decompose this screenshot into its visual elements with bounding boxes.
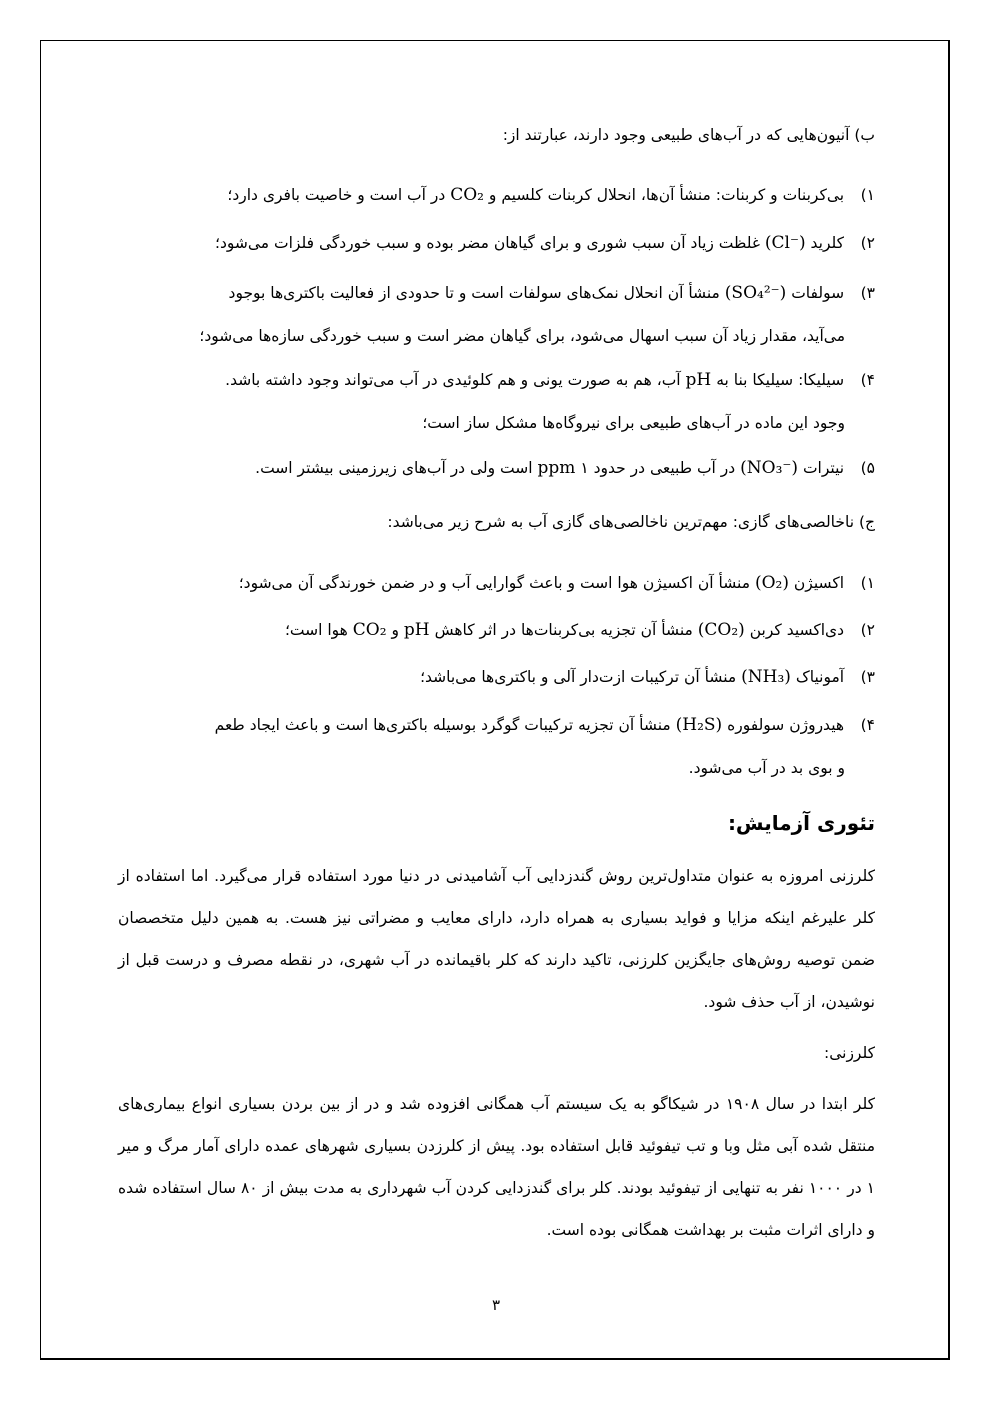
- list-item: [225, 370, 875, 390]
- list-item: [215, 715, 875, 735]
- section-heading: تئوری آزمایش:: [727, 811, 875, 835]
- item-text: دی‌اکسید کربن: [749, 621, 845, 639]
- section-c-title: ج) ناخالصی‌های گازی: مهم‌ترین ناخالصی‌های گازی آب به شرح زیر می‌باشد:: [387, 513, 875, 531]
- item-text: غلظت زیاد آن سبب شوری و برای گیاهان مضر بوده و سبب خوردگی فلزات می‌شود؛: [215, 234, 760, 252]
- item-number: ۲): [860, 234, 875, 252]
- item-text: هیدروژن سولفوره: [727, 716, 845, 734]
- item-text: منشأ آن تجزیه ترکیبات گوگرد بوسیله باکتری‌ها است و باعث ایجاد طعم: [214, 716, 671, 734]
- item-number: ۴): [860, 371, 875, 389]
- page-number: ۳: [491, 1296, 501, 1314]
- item-text: کلرید: [810, 234, 845, 252]
- item-text: اکسیژن: [793, 574, 845, 592]
- chemical-formula: CO₂: [450, 185, 484, 205]
- item-text: منشأ آن تجزیه بی‌کربنات‌ها در اثر کاهش: [434, 621, 693, 639]
- item-text: بی‌کربنات و کربنات: منشأ آن‌ها، انحلال کربنات کلسیم و: [488, 186, 845, 204]
- item-number: ۱): [860, 186, 875, 204]
- list-item: [227, 185, 875, 205]
- item-text: آمونیاک: [795, 668, 845, 686]
- chemical-formula: (SO₄²⁻): [724, 283, 787, 303]
- subsection-label: کلرزنی:: [823, 1044, 875, 1062]
- list-item-continuation: وجود این ماده در آب‌های طبیعی برای نیروگاه‌ها مشکل ساز است؛: [422, 414, 845, 432]
- chlorination-paragraph: کلر ابتدا در سال ۱۹۰۸ در شیکاگو به یک سیستم آب همگانی افزوده شد و در از بین بردن بسیاری انواع بیماری‌های منتقل شده آبی مثل وبا و تب تیفوئید قابل استفاده بود. پیش از کلرزدن بسیاری شهرهای عمده دارای آمار مرگ و میر ۱ در ۱۰۰۰ نفر به تنهایی از تیفوئید بودند. کلر برای گندزدایی کردن آب شهرداری به مدت بیش از ۸۰ سال استفاده شده و دارای اثرات مثبت بر بهداشت همگانی بوده است.: [118, 1095, 875, 1239]
- chemical-formula: (O₂): [754, 573, 789, 593]
- list-item: [239, 573, 875, 593]
- list-item: [215, 233, 875, 253]
- chemical-formula: (NO₃⁻): [740, 458, 798, 478]
- list-item-continuation: می‌آید، مقدار زیاد آن سبب اسهال می‌شود، برای گیاهان مضر است و سبب خوردگی سازه‌ها می‌شود؛: [199, 327, 845, 345]
- item-text: سیلیکا: سیلیکا بنا به: [716, 371, 845, 389]
- chemical-formula: (CO₂): [697, 620, 745, 640]
- item-number: ۴): [860, 716, 875, 734]
- chemical-formula: (NH₃): [741, 667, 791, 687]
- chemical-formula: (H₂S): [675, 715, 723, 735]
- item-text: سولفات: [791, 284, 845, 302]
- list-item: [420, 667, 875, 687]
- unit-label: ppm: [537, 458, 576, 478]
- item-text: نیترات: [802, 459, 845, 477]
- chemical-formula: pH: [403, 620, 430, 640]
- list-item: [229, 283, 875, 303]
- item-number: ۱): [860, 574, 875, 592]
- chemical-formula: CO₂: [352, 620, 387, 640]
- item-number: ۲): [860, 621, 875, 639]
- item-text: منشأ آن انحلال نمک‌های سولفات است و تا حدودی از فعالیت باکتری‌ها بوجود: [228, 284, 720, 302]
- chemical-formula: (Cl⁻): [764, 233, 806, 253]
- item-number: ۳): [860, 668, 875, 686]
- item-text: ۱ است ولی در آب‌های زیرزمینی بیشتر است.: [255, 459, 589, 477]
- chemical-formula: pH: [685, 370, 712, 390]
- list-item: [255, 458, 875, 478]
- item-text: هوا است؛: [284, 621, 348, 639]
- item-number: ۵): [860, 459, 875, 477]
- item-number: ۳): [860, 284, 875, 302]
- item-text: در آب طبیعی در حدود: [593, 459, 736, 477]
- item-text: منشأ آن اکسیژن هوا است و باعث گوارایی آب و در ضمن خورندگی آن می‌شود؛: [238, 574, 751, 592]
- item-text: و: [391, 621, 399, 639]
- section-b-title: ب) آنیون‌هایی که در آب‌های طبیعی وجود دارند، عبارتند از:: [502, 126, 875, 144]
- item-text: آب، هم به صورت یونی و هم کلوئیدی در آب می‌تواند وجود داشته باشد.: [225, 371, 681, 389]
- list-item: [285, 620, 875, 640]
- list-item-continuation: و بوی بد در آب می‌شود.: [688, 759, 845, 777]
- item-text: منشأ آن ترکیبات ازت‌دار آلی و باکتری‌ها می‌باشد؛: [420, 668, 737, 686]
- theory-paragraph: کلرزنی امروزه به عنوان متداول‌ترین روش گندزدایی آب آشامیدنی در دنیا مورد استفاده قرار می‌گیرد. اما استفاده از کلر علیرغم اینکه مزایا و فواید بسیاری به همراه دارد، دارای معایب و مضراتی نیز هست. به همین دلیل متخصصان ضمن توصیه روش‌های جایگزین کلرزنی، تاکید دارند که کلر باقیمانده در آب شهری، در نقطه مصرف و درست قبل از نوشیدن، از آب حذف شود.: [118, 867, 875, 1011]
- item-text: در آب است و خاصیت بافری دارد؛: [227, 186, 446, 204]
